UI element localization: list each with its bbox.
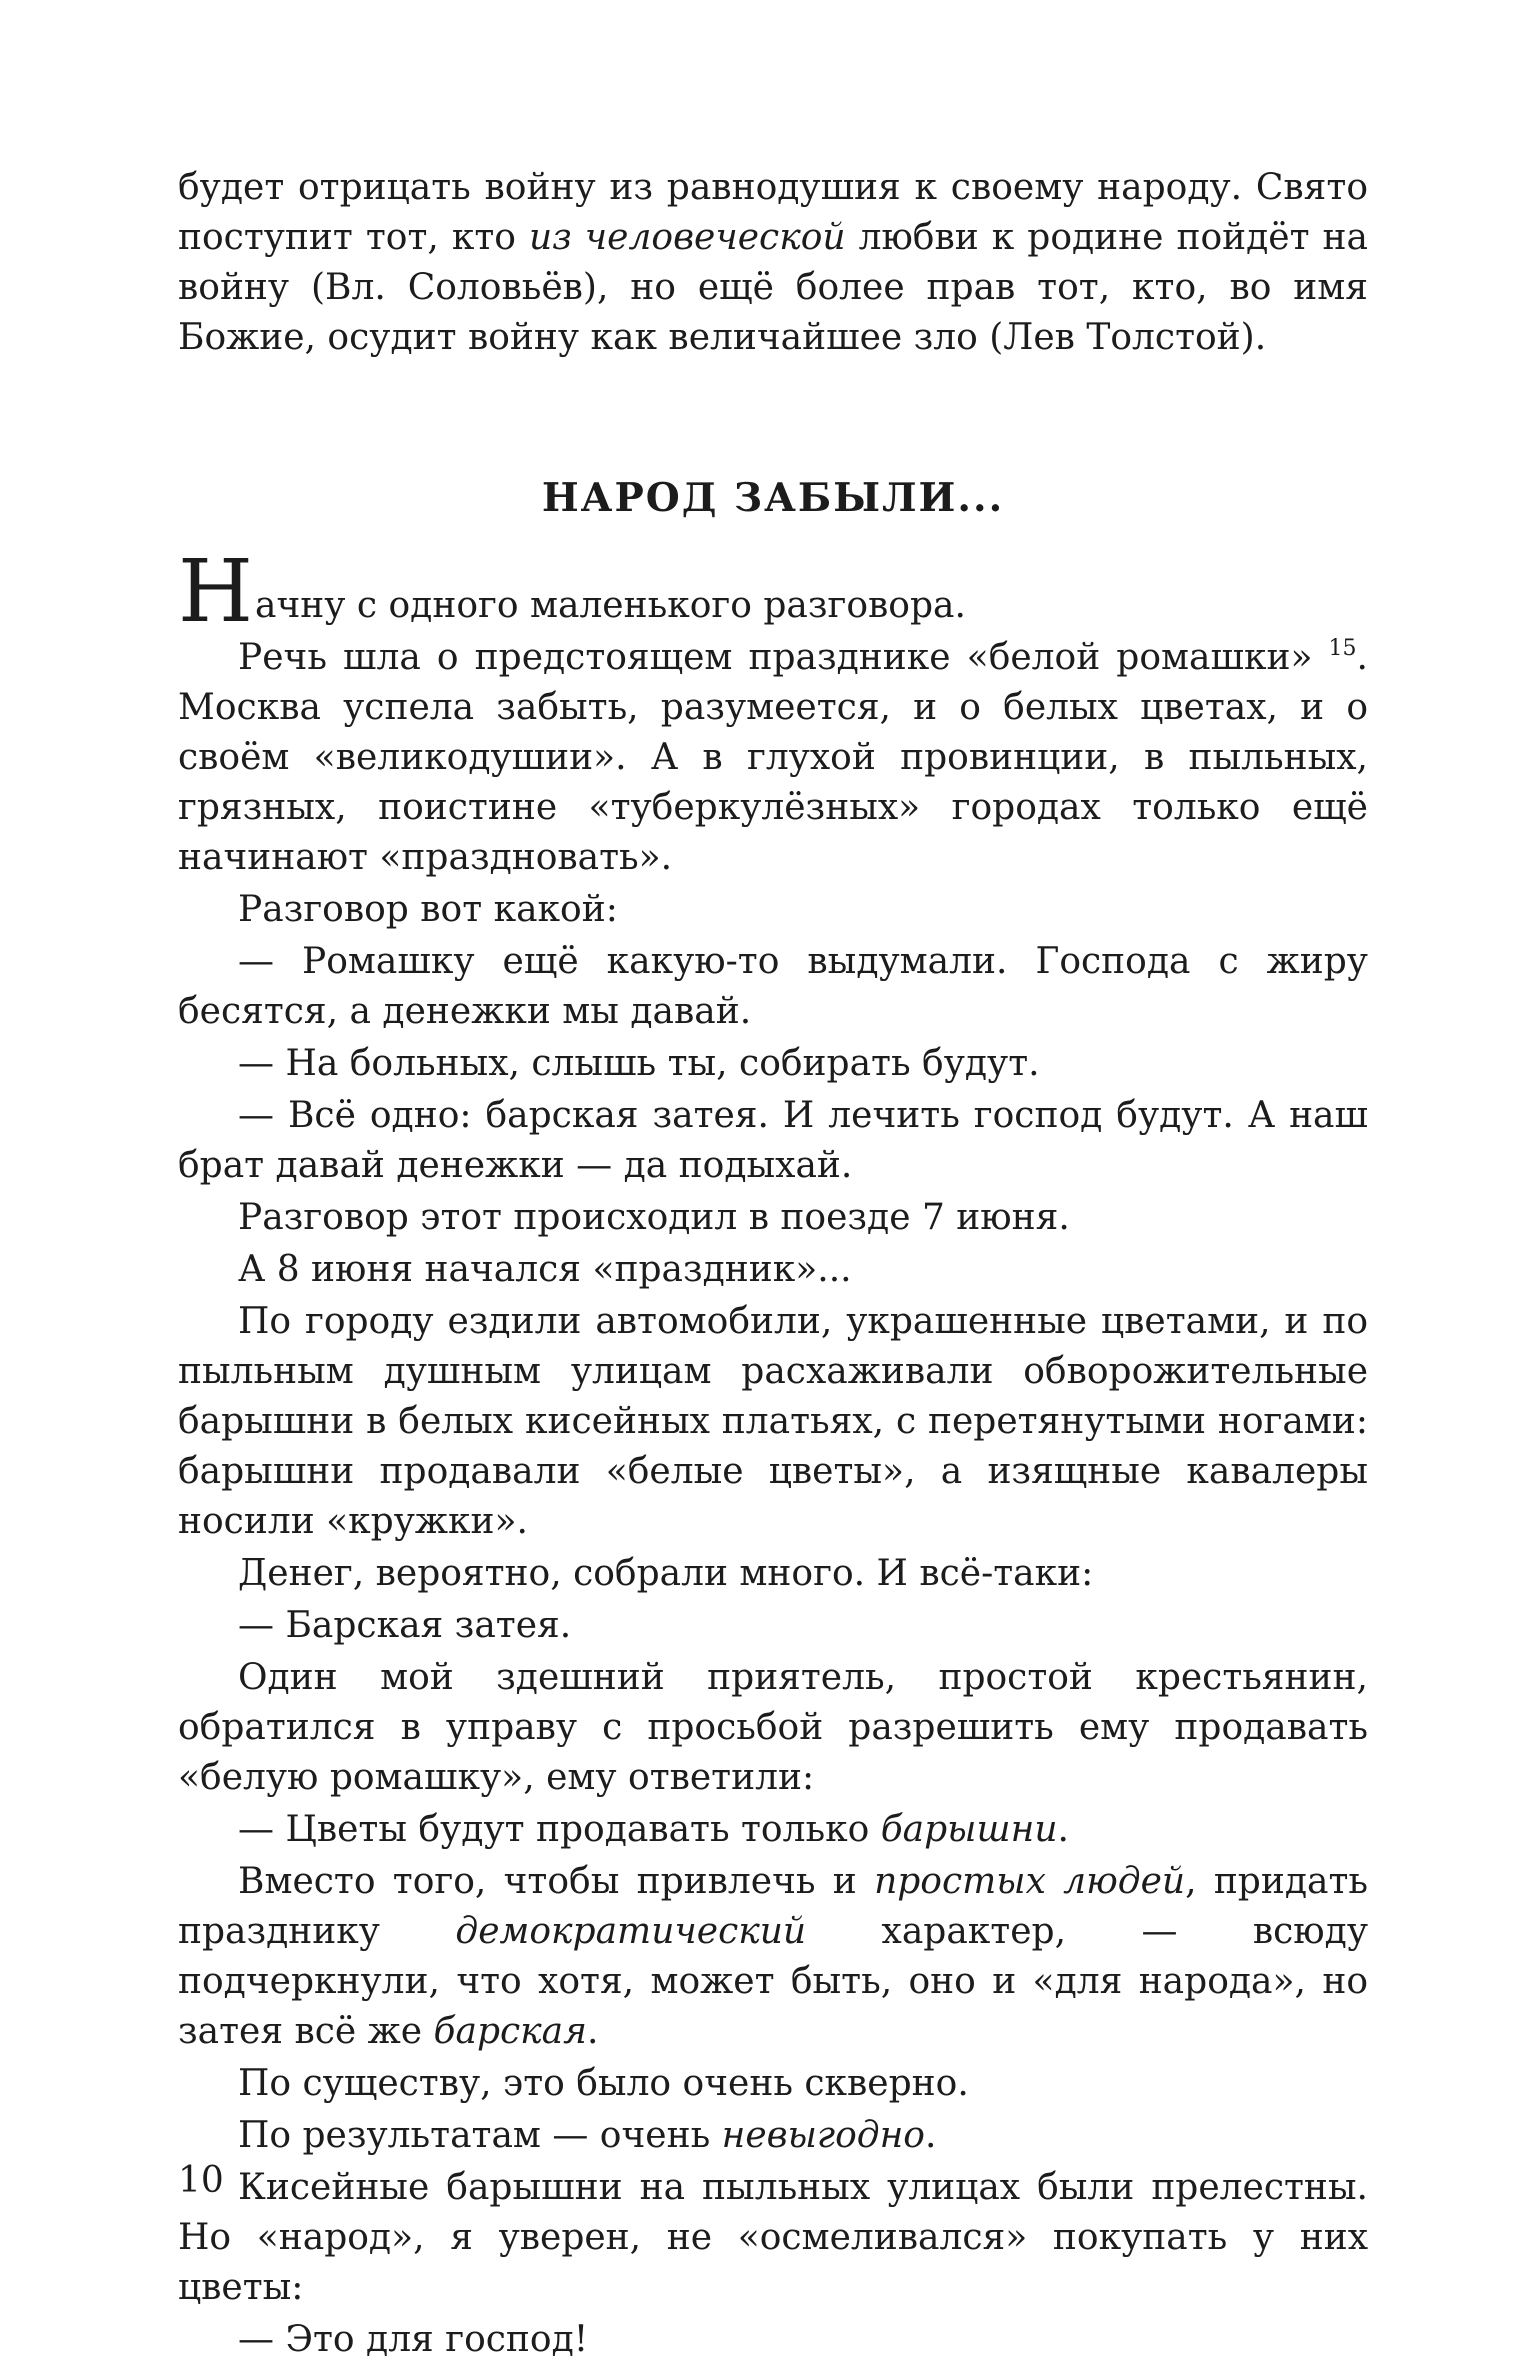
text-run: .	[1057, 1809, 1069, 1850]
intro-text	[178, 163, 1368, 363]
text-run: , придать празднику	[178, 1861, 1368, 1952]
italic-text: демократический	[455, 1911, 807, 1952]
paragraph-12: Один мой здешний приятель, простой крестьянин, обратился в управу с просьбой разрешить ему продавать «белую ромашку», ему ответили:	[178, 1657, 1368, 1798]
text-run: . Москва успела забыть, разумеется, и о белых цветах, и о своём «великодушии». А в глухой провинции, в пыльных, грязных, поистине «туберкулёзных» городах только ещё начинают «праздновать».	[178, 637, 1368, 878]
text-run: будет отрицать войну из равнодушия к своему народу. Свято поступит тот, кто	[178, 167, 1368, 258]
chapter-title: НАРОД ЗАБЫЛИ...	[541, 475, 1005, 521]
paragraph-3: Разговор вот какой:	[238, 889, 618, 930]
paragraph-16	[178, 2111, 1368, 2161]
paragraph-7: Разговор этот происходил в поезде 7 июня.	[238, 1197, 1070, 1238]
text-run: Вместо того, чтобы привлечь и	[238, 1861, 875, 1902]
drop-cap: Н	[178, 542, 253, 642]
text-run: — Цветы будут продавать только	[238, 1809, 881, 1850]
italic-text: простых людей	[874, 1861, 1186, 1902]
text-run: любви к родине пойдёт на войну (Вл. Соловьёв), но ещё более прав тот, кто, во имя Божие, осудит войну как величайшее зло (Лев Толстой).	[178, 217, 1368, 358]
italic-text: барская	[433, 2011, 587, 2052]
paragraph-11: — Барская затея.	[238, 1605, 572, 1646]
paragraph-18: — Это для господ!	[238, 2319, 589, 2360]
text-run: Речь шла о предстоящем празднике «белой ромашки»	[238, 637, 1329, 678]
italic-text: барышни	[880, 1809, 1058, 1850]
paragraph-13	[178, 1805, 1368, 1855]
paragraph-15: По существу, это было очень скверно.	[238, 2063, 969, 2104]
page-number: 10	[178, 2160, 224, 2201]
paragraph-6: — Всё одно: барская затея. И лечить господ будут. А наш брат давай денежки — да подыхай.	[178, 1095, 1368, 1186]
text-run: По результатам — очень	[238, 2115, 722, 2156]
paragraph-4: — Ромашку ещё какую-то выдумали. Господа с жиру бесятся, а денежки мы давай.	[178, 941, 1368, 1032]
intro-paragraph	[178, 163, 1368, 363]
paragraph-9: По городу ездили автомобили, украшенные цветами, и по пыльным душным улицам расхаживали обворожительные барышни в белых кисейных платьях, с перетянутыми ногами: барышни продавали «белые цветы», а изящные кавалеры носили «кружки».	[178, 1301, 1368, 1542]
paragraph-14	[178, 1857, 1368, 2057]
footnote-marker[interactable]: 15	[1328, 636, 1357, 661]
text-run: ачну с одного маленького разговора.	[255, 585, 966, 626]
paragraph-10: Денег, вероятно, собрали много. И всё-таки:	[238, 1553, 1094, 1594]
chapter-body	[178, 542, 1368, 2367]
italic-text: из человеческой	[528, 217, 846, 258]
paragraph-17: Кисейные барышни на пыльных улицах были прелестны. Но «народ», я уверен, не «осмеливался» покупать у них цветы:	[178, 2167, 1368, 2308]
italic-text: невыгодно	[721, 2115, 925, 2156]
paragraph-5: — На больных, слышь ты, собирать будут.	[238, 1043, 1040, 1084]
text-run: .	[586, 2011, 599, 2052]
paragraph-1	[178, 542, 1368, 642]
paragraph-8: А 8 июня начался «праздник»...	[238, 1249, 852, 1290]
text-run: .	[924, 2115, 937, 2156]
paragraph-2	[178, 633, 1368, 883]
text-run: характер, — всюду подчеркнули, что хотя, может быть, оно и «для народа», но затея всё же	[178, 1911, 1368, 2052]
